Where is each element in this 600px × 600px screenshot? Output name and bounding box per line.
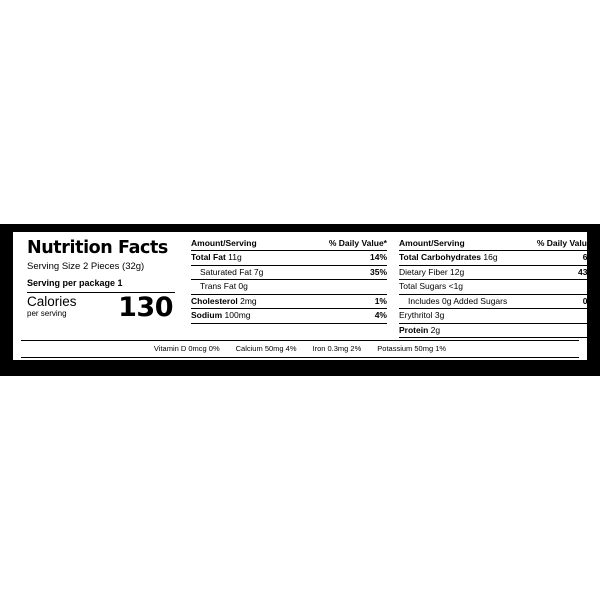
nutrient-row: [399, 295, 595, 309]
nutrient-name: Total Sugars <1g: [399, 281, 464, 291]
nutrient-row: [191, 266, 387, 280]
nutrient-daily-value: 4%: [374, 310, 387, 320]
label-columns: [21, 238, 595, 338]
nutrient-row-divider: [399, 337, 595, 338]
calories-label-group: [27, 295, 77, 322]
calories-label: Calories: [27, 294, 77, 309]
nutrient-name: Includes 0g Added Sugars: [408, 295, 508, 306]
nutrient-column-right-header: [399, 238, 595, 250]
nutrient-row: [399, 251, 595, 265]
nutrient-rows-right: [399, 251, 595, 338]
daily-value-footnote: *The % Daily Value tells you how much a nutrient in a serving of food contributes to a daily diet. 2,000 calories a day is used for general nutrition advice.: [105, 361, 495, 367]
nutrient-row: [399, 280, 595, 294]
calories-sublabel: per serving: [27, 309, 67, 318]
nutrient-daily-value: 43%: [577, 266, 595, 277]
vitamins-row: [21, 341, 579, 356]
nutrient-daily-value: 14%: [369, 252, 387, 262]
nutrient-name: Total Carbohydrates 16g: [399, 252, 498, 262]
nutrient-row: [399, 309, 595, 323]
vitamin-item: Iron 0.3mg 2%: [312, 344, 362, 353]
servings-per-package-text: Serving per package 1: [27, 278, 123, 288]
nutrient-daily-value: 6%: [582, 252, 595, 262]
amount-per-serving-header: Amount/Serving: [191, 238, 257, 248]
vitamin-item: Vitamin D 0mcg 0%: [153, 344, 220, 353]
nutrient-name: Saturated Fat 7g: [200, 266, 264, 277]
nutrient-daily-value: 0%: [582, 295, 595, 306]
nutrient-daily-value: 35%: [369, 266, 387, 277]
nutrient-row: [399, 266, 595, 280]
nutrition-facts-panel: [13, 232, 595, 367]
serving-size-text: Serving Size 2 Pieces (32g): [27, 261, 145, 272]
summary-column: [21, 238, 177, 322]
nutrient-row: [191, 295, 387, 309]
vitamin-item: Calcium 50mg 4%: [235, 344, 297, 353]
nutrient-rows-left: [191, 251, 387, 324]
nutrient-row: [191, 280, 387, 294]
vitamin-item: Potassium 50mg 1%: [377, 344, 447, 353]
daily-value-header-2: % Daily Value*: [536, 238, 595, 248]
nutrient-name: Trans Fat 0g: [200, 281, 248, 291]
daily-value-header: % Daily Value*: [328, 238, 387, 248]
calories-value: 130: [118, 292, 173, 323]
page-title: Nutrition Facts: [27, 238, 168, 258]
nutrient-row: [399, 324, 595, 338]
nutrient-column-right: [399, 238, 595, 338]
nutrient-column-left-header: [191, 238, 387, 250]
nutrient-name: Dietary Fiber 12g: [399, 266, 465, 277]
nutrient-daily-value: 1%: [374, 295, 387, 306]
nutrient-row-divider: [191, 323, 387, 324]
calories-row: [27, 294, 173, 322]
nutrient-column-left: [191, 238, 387, 324]
nutrient-row: [191, 309, 387, 323]
nutrient-name: Total Fat 11g: [191, 252, 242, 262]
nutrient-name: Sodium 100mg: [191, 310, 251, 320]
amount-per-serving-header-2: Amount/Serving: [399, 238, 465, 248]
nutrient-row: [191, 251, 387, 265]
nutrient-name: Protein 2g: [399, 324, 441, 335]
nutrient-name: Erythritol 3g: [399, 310, 445, 320]
nutrient-name: Cholesterol 2mg: [191, 295, 257, 306]
